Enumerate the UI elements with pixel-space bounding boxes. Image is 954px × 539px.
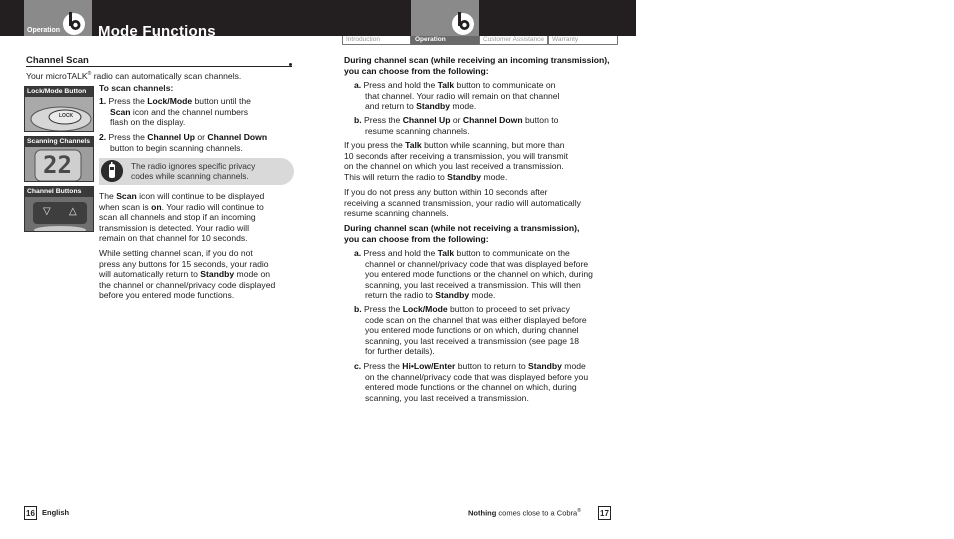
right-page-number: 17 <box>598 506 611 520</box>
nav-introduction[interactable]: Introduction <box>342 36 411 45</box>
cobra-logo-icon <box>60 8 88 36</box>
tagline: Nothing comes close to a Cobra® <box>468 508 581 518</box>
to-scan-heading: To scan channels: <box>99 83 174 93</box>
lock-label: LOCK <box>59 113 74 119</box>
block1-item-a: a. Press and hold the Talk button to communicate on that channel. Your radio will remain on that channel and return to Standby mode. <box>354 80 560 112</box>
lock-mode-button-image <box>24 86 94 132</box>
section-heading: Channel Scan <box>26 55 89 66</box>
block2-item-a: a. Press and hold the Talk button to communicate on the channel or channel/privacy code that was displayed before you entered mode functions or the channel on which, during scanning, you last received a transmission. This will then return the radio to Standby mode. <box>354 248 593 301</box>
note-text: The radio ignores specific privacy codes while scanning channels. <box>131 161 256 181</box>
block2-heading: During channel scan (while not receiving a transmission), you can choose from the following: <box>344 223 580 244</box>
channel-down-icon: ▽ <box>43 206 51 217</box>
step-1: 1. Press the Lock/Mode button until the Scan icon and the channel numbers flash on the display. <box>99 96 251 128</box>
section-nav <box>342 36 618 45</box>
lcd-channel-number: 22 <box>43 151 72 179</box>
block2-item-b: b. Press the Lock/Mode button to proceed to set privacy code scan on the channel that was either displayed before you entered mode functions or on which, during channel scanning, you last received a transmission (see page 18 for further details). <box>354 304 587 357</box>
left-page-number: 16 <box>24 506 37 520</box>
channel-buttons-image <box>24 186 94 232</box>
no-button-paragraph: If you do not press any button within 10 seconds after receiving a scanned transmission, your radio will automatically resume scanning channels. <box>344 187 581 219</box>
thumbnail-caption: Channel Buttons <box>25 187 93 197</box>
thumbnail-caption: Scanning Channels <box>25 137 93 147</box>
scan-icon-paragraph: The Scan icon will continue to be displayed when scan is on. Your radio will continue to scan all channels and stop if an incoming transmission is detected. Your radio will remain on that channel for 10 seconds. <box>99 191 265 244</box>
section-rule-dot <box>289 63 292 66</box>
talk-while-scanning-paragraph: If you press the Talk button while scanning, but more than 10 seconds after receiving a transmission, you will transmit on the channel on which you last received a transmission. This will return the radio to Standby mode. <box>344 140 569 182</box>
section-label: Operation <box>27 27 61 34</box>
page-title: Mode Functions <box>98 23 216 40</box>
scanning-channels-image <box>24 136 94 182</box>
block2-item-c: c. Press the Hi•Low/Enter button to return to Standby mode on the channel/privacy code that was displayed before you entered mode functions or the channel on which, during scanning, you last received a transmission. <box>354 361 589 403</box>
language-label: English <box>42 508 70 517</box>
intro-text: Your microTALK® radio can automatically scan channels. <box>26 70 242 81</box>
nav-warranty[interactable]: Warranty <box>548 36 618 45</box>
step-2: 2. Press the Channel Up or Channel Down button to begin scanning channels. <box>99 132 268 153</box>
block1-heading: During channel scan (while receiving an incoming transmission), you can choose from the following: <box>344 55 610 76</box>
left-section-tab <box>24 0 92 36</box>
channel-up-icon: △ <box>69 206 77 217</box>
radio-note-icon <box>101 160 123 182</box>
block1-item-b: b. Press the Channel Up or Channel Down button to resume scanning channels. <box>354 115 559 136</box>
timeout-paragraph: While setting channel scan, if you do not press any buttons for 15 seconds, your radio will automatically return to Standby mode on the channel or channel/privacy code displayed before you entered mode functions. <box>99 248 276 301</box>
right-section-tab <box>411 0 479 36</box>
section-rule <box>26 66 292 67</box>
thumbnail-caption: Lock/Mode Button <box>25 87 93 97</box>
nav-operation[interactable]: Operation <box>411 36 479 45</box>
nav-customer-assistance[interactable]: Customer Assistance <box>479 36 548 45</box>
cobra-logo-icon <box>449 8 477 36</box>
